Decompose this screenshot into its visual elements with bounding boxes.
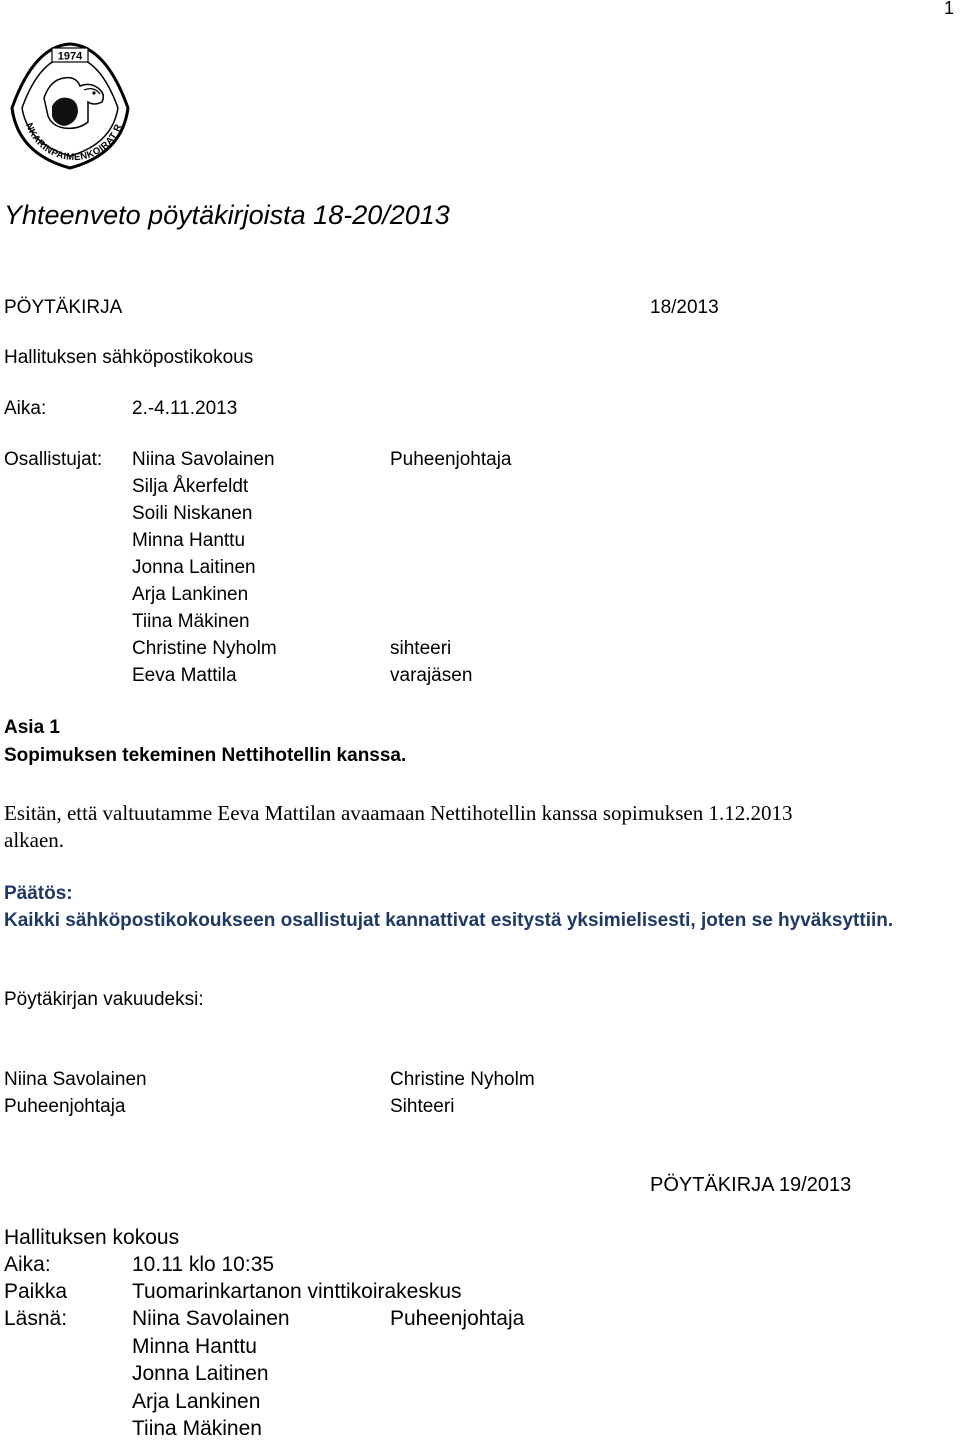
- participant-role: varajäsen: [390, 665, 473, 686]
- meeting-type-18: Hallituksen sähköpostikokous: [4, 347, 254, 368]
- participant-name: Eeva Mattila: [132, 665, 237, 686]
- participant-name: Jonna Laitinen: [132, 557, 256, 578]
- agenda-item-title: Sopimuksen tekeminen Nettihotellin kanssa.: [4, 745, 407, 766]
- proposal-line-1: Esitän, että valtuutamme Eeva Mattilan avaamaan Nettihotellin kanssa sopimuksen 1.12.2013: [4, 801, 793, 825]
- logo-ring-text: NKARINPAIMENKOIRAT R: [23, 121, 125, 164]
- time-label-19: Aika:: [4, 1253, 51, 1276]
- participants-roles: [390, 446, 512, 689]
- participants-names: [132, 446, 277, 689]
- participant-role: [390, 500, 512, 527]
- participant-name: Minna Hanttu: [132, 530, 246, 551]
- participant-role: Puheenjohtaja: [390, 449, 512, 470]
- participant-role: [390, 581, 512, 608]
- document-title: Yhteenveto pöytäkirjoista 18-20/2013: [4, 200, 450, 230]
- participant-role: [390, 554, 512, 581]
- present-name: Jonna Laitinen: [132, 1362, 269, 1385]
- signer-name: Christine Nyholm: [390, 1069, 535, 1090]
- place-value-19: Tuomarinkartanon vinttikoirakeskus: [132, 1280, 462, 1303]
- present-name: Arja Lankinen: [132, 1389, 261, 1413]
- logo-year: 1974: [57, 50, 83, 63]
- verification-label: Pöytäkirjan vakuudeksi:: [4, 989, 204, 1010]
- signer-role: Puheenjohtaja: [4, 1096, 126, 1117]
- signer-role: Sihteeri: [390, 1096, 455, 1117]
- time-label-18: Aika:: [4, 398, 47, 419]
- present-names-19: [132, 1305, 290, 1443]
- club-logo-emblem: [4, 36, 136, 172]
- participant-role: sihteeri: [390, 638, 452, 659]
- participants-label: Osallistujat:: [4, 449, 103, 470]
- page-number: 1: [943, 0, 954, 18]
- participant-role: [390, 527, 512, 554]
- decision-text: Kaikki sähköpostikokoukseen osallistujat kannattivat esitystä yksimielisesti, joten se hyväksyttiin.: [4, 910, 894, 931]
- proposal-line-2: alkaen.: [4, 828, 65, 852]
- participant-name: Soili Niskanen: [132, 503, 253, 524]
- participant-name: Christine Nyholm: [132, 638, 277, 659]
- participant-name: Arja Lankinen: [132, 584, 249, 605]
- decision-label: Päätös:: [4, 883, 73, 904]
- present-name: Niina Savolainen: [132, 1307, 290, 1330]
- participant-name: Tiina Mäkinen: [132, 611, 250, 632]
- time-value-19: 10.11 klo 10:35: [132, 1253, 275, 1276]
- doc-number-18: 18/2013: [650, 297, 719, 318]
- time-value-18: 2.-4.11.2013: [132, 398, 238, 419]
- present-name: Minna Hanttu: [132, 1334, 257, 1358]
- participant-name: Niina Savolainen: [132, 449, 275, 470]
- present-label-19: Läsnä:: [4, 1307, 68, 1330]
- present-name: Tiina Mäkinen: [132, 1417, 262, 1440]
- club-logo: [4, 36, 136, 172]
- present-role: Puheenjohtaja: [390, 1307, 525, 1330]
- meeting-type-19: Hallituksen kokous: [4, 1226, 180, 1249]
- signer-name: Niina Savolainen: [4, 1069, 147, 1090]
- place-label-19: Paikka: [4, 1280, 68, 1303]
- participant-role: [390, 473, 512, 500]
- doc-heading-19: PÖYTÄKIRJA 19/2013: [650, 1174, 852, 1196]
- participant-role: [390, 608, 512, 635]
- doc-label-18: PÖYTÄKIRJA: [4, 297, 123, 318]
- agenda-item-label: Asia 1: [4, 717, 60, 738]
- participant-name: Silja Åkerfeldt: [132, 476, 249, 497]
